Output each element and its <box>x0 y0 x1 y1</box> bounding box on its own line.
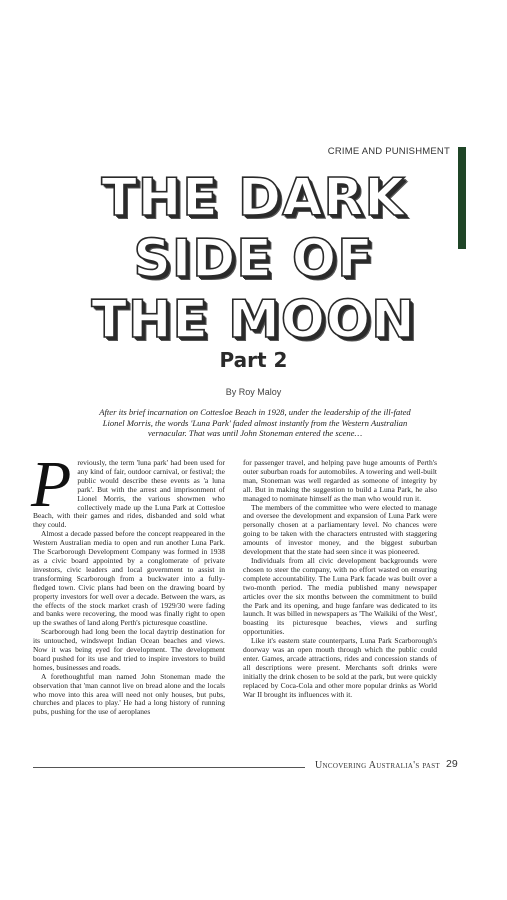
intro-paragraph: After its brief incarnation on Cottesloe Beach in 1928, under the leadership of the ill-fated Lionel Morris, the words 'Luna Park' faded almost instantly from the Western Australian vernacular. That was until John Stoneman entered the scene… <box>99 407 411 438</box>
page-number: 29 <box>446 758 458 770</box>
title-line-3: THE MOON <box>91 290 416 350</box>
body-paragraph: Individuals from all civic development backgrounds were chosen to steer the company, with no effort wasted on ensuring complete accountability. The Luna Park facade was built over a two-month period. The media published many newspaper articles over the six months between the commitment to build the Park and its opening, and huge fanfare was dedicated to its launch. It was billed in newspapers as 'The Waikiki of the West', boasting its picturesque beaches, views and surfing opportunities. <box>243 555 437 637</box>
body-paragraph: Scarborough had long been the local daytrip destination for its untouched, windswept Indian Ocean beaches and views. Now it was being eyed for development. The development board pushed for its use and tried to inspire investors to build homes, businesses and roads. <box>33 627 225 672</box>
body-paragraph: Previously, the term 'luna park' had been used for any kind of fair, outdoor carnival, or festival; the public would describe these events as 'a luna park'. But with the arrest and imprisonment of Lionel Morris, the various showmen who collectively made up the Luna Park at Cottesloe Beach, with their games and rides, disbanded and sold what they could. <box>31 448 225 530</box>
article-subtitle: Part 2 <box>219 348 288 372</box>
body-paragraph: for passenger travel, and helping pave huge amounts of Perth's outer suburban roads for automobiles. A towering and well-built man, Stoneman was well regarded as someone of integrity by all. But in making the suggestion to build a Luna Park, he also managed to nominate himself as the man who would run it. <box>243 458 437 503</box>
body-paragraph: The members of the committee who were elected to manage and oversee the development and expansion of Luna Park were personally chosen at a parliamentary level. No chances were going to be taken with the characters entrusted with staggering amounts of investor money, and the biggest suburban development that the state had seen since it was pioneered. <box>243 502 437 557</box>
byline: By Roy Maloy <box>225 387 282 397</box>
section-label: CRIME AND PUNISHMENT <box>327 146 450 157</box>
title-line-1: THE DARK <box>101 168 406 228</box>
body-paragraph: Almost a decade passed before the concept reappeared in the Western Australian media to open and run another Luna Park. The Scarborough Development Company was formed in 1938 as a civic board appointed by a conglomerate of private investors, civic leaders and local government to assist in transforming Scarborough from a buckwater into a fully-fledged town. Civic plans had been on the drawing board by property investors for well over a decade. Between the wars, as the effects of the stock market crash of 1929/30 were fading and banks were recovering, the mood was finally right to open up the swathes of land along Perth's picturesque coastline. <box>33 529 225 628</box>
drop-cap: P <box>31 448 72 521</box>
body-column-left <box>31 448 225 717</box>
footer-publication: Uncovering Australia's past <box>315 760 440 771</box>
body-paragraph: A forethoughtful man named John Stoneman made the observation that 'man cannot live on bread alone and the locals who move into this area will need not only houses, but pubs, churches and places to play.' He had a long history of running pubs, pushing for the use of aeroplanes <box>33 671 225 717</box>
body-column-right <box>243 459 437 699</box>
article-title <box>0 168 507 351</box>
footer-rule <box>33 767 305 768</box>
body-paragraph: Like it's eastern state counterparts, Luna Park Scarborough's doorway was an open mouth through which the public could enter. Games, arcade attractions, rides and concession stands of all descriptions were present. Merchants soft drinks were initially the drink chosen to be sold at the park, but were quickly replaced by Coca-Cola and other more popular drinks as World War II brought its influences with it. <box>243 636 437 699</box>
title-line-2: SIDE OF <box>133 229 374 289</box>
